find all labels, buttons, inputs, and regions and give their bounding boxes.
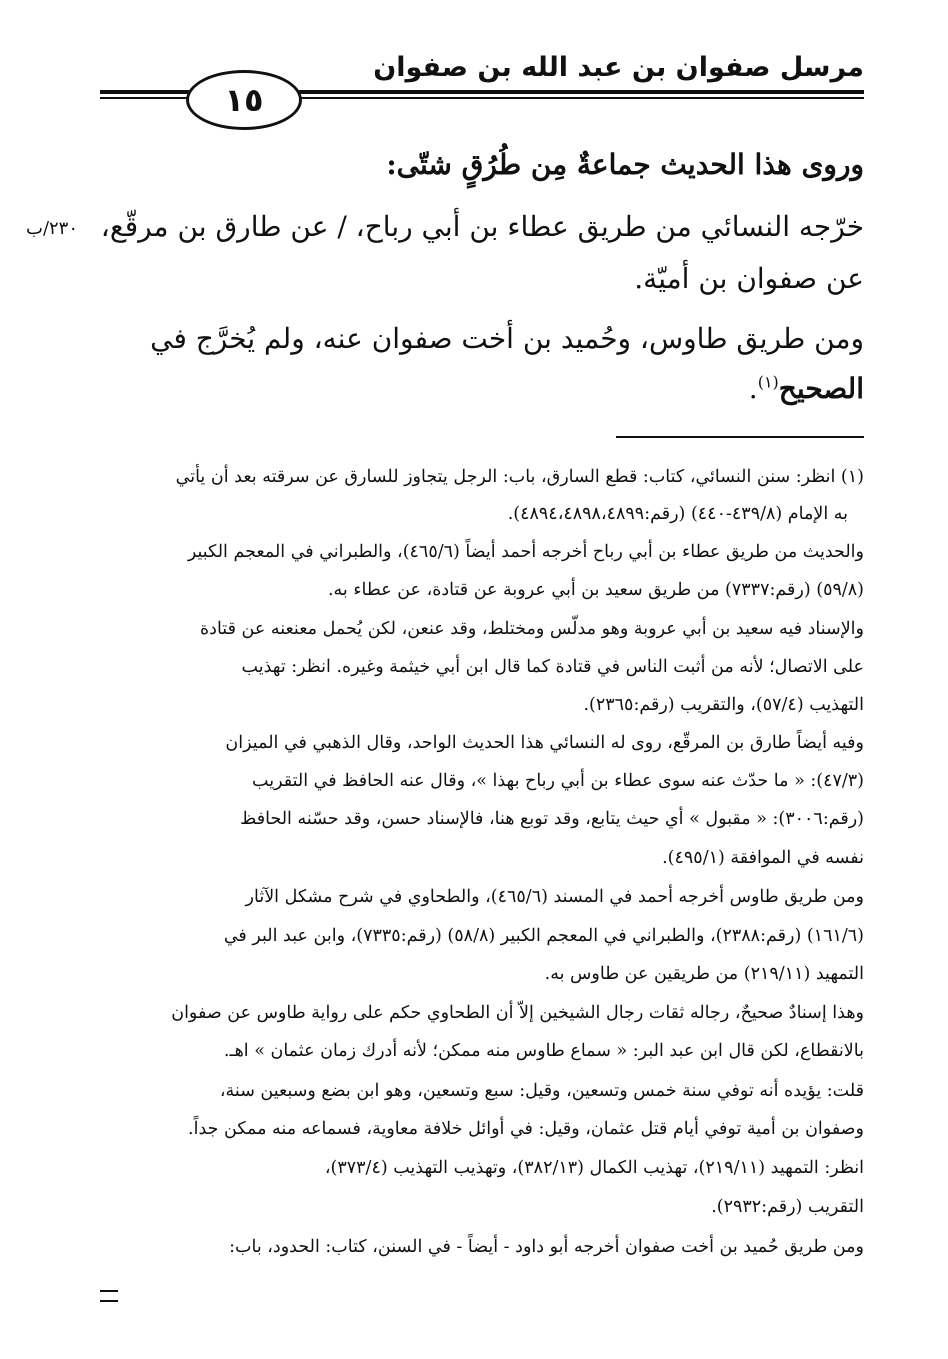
footnote-line: (٤٧/٣): « ما حدّث عنه سوى عطاء بن أبي رباح بهذا »، وقال عنه الحافظ في التقريب	[252, 771, 864, 791]
footnote-line: وفيه أيضاً طارق بن المرقّع، روى له النسائي هذا الحديث الواحد، وقال الذهبي في الميزان	[225, 733, 864, 753]
footnote-line: وهذا إسنادٌ صحيحٌ، رجاله ثقات رجال الشيخين إلاّ أن الطحاوي حكم على رواية طاوس عن صفوان	[171, 1003, 864, 1023]
footnote-line: بالانقطاع، لكن قال ابن عبد البر: « سماع طاوس منه ممكن؛ لأنه أدرك زمان عثمان » اهـ.	[223, 1041, 864, 1061]
footnote-line: (٥٩/٨) (رقم:٧٣٣٧) من طريق سعيد بن أبي عروبة عن قتادة، عن عطاء به.	[327, 580, 864, 600]
continuation-mark	[100, 1290, 118, 1302]
footnote-line: التمهيد (٢١٩/١١) من طريقين عن طاوس به.	[544, 964, 864, 984]
main-text-line-1: وروى هذا الحديث جماعةٌ مِن طُرُقٍ شتّى:	[386, 148, 864, 181]
footnote-line: التهذيب (٥٧/٤)، والتقريب (رقم:٢٣٦٥).	[583, 695, 864, 715]
footnote-separator	[616, 436, 864, 438]
main-text-line-5	[749, 372, 864, 405]
main-text-line-2: خرّجه النسائي من طريق عطاء بن أبي رباح، / عن طارق بن مرقّع،	[100, 210, 864, 243]
main-text-line-4: ومن طريق طاوس، وحُميد بن أخت صفوان عنه، ولم يُخرَّج في	[150, 322, 864, 355]
footnote-line: على الاتصال؛ لأنه من أثبت الناس في قتادة كما قال ابن أبي خيثمة وغيره. انظر: تهذيب	[241, 657, 864, 677]
footnote-line: والإسناد فيه سعيد بن أبي عروبة وهو مدلّس ومختلط، وقد عنعن، لكن يُحمل معنعنه عن قتادة	[200, 619, 864, 639]
manuscript-folio-note: ٢٣٠/ب	[26, 218, 79, 239]
footnote-ref-1: (١)	[757, 372, 779, 392]
page-number: ١٥	[186, 70, 302, 130]
footnote-line: انظر: التمهيد (٢١٩/١١)، تهذيب الكمال (٣٨٢/١٣)، وتهذيب التهذيب (٣٧٣/٤)،	[324, 1158, 864, 1178]
line-end-period: .	[748, 372, 758, 405]
footnote-line: ومن طريق طاوس أخرجه أحمد في المسند (٤٦٥/٦)، والطحاوي في شرح مشكل الآثار	[245, 887, 864, 907]
footnote-line: (رقم:٣٠٠٦): « مقبول » أي حيث يتابع، وقد توبع هنا، فالإسناد حسن، وقد حسّنه الحافظ	[240, 809, 864, 829]
footnote-line: به الإمام (٤٣٩/٨-٤٤٠) (رقم:٤٨٩٤،٤٨٩٨،٤٨٩٩).	[507, 504, 848, 524]
main-text-line-3: عن صفوان بن أميّة.	[634, 262, 864, 295]
footnote-line: قلت: يؤيده أنه توفي سنة خمس وتسعين، وقيل: سبع وتسعين، وهو ابن بضع وسبعين سنة،	[219, 1081, 864, 1101]
running-header-title: مرسل صفوان بن عبد الله بن صفوان	[373, 52, 864, 83]
footnote-line: نفسه في الموافقة (٤٩٥/١).	[662, 848, 864, 868]
sahih-word: الصحيح	[778, 372, 864, 405]
footnote-line: ومن طريق حُميد بن أخت صفوان أخرجه أبو داود - أيضاً - في السنن، كتاب: الحدود، باب:	[229, 1237, 864, 1257]
footnote-line: وصفوان بن أمية توفي أيام قتل عثمان، وقيل: في أوائل خلافة معاوية، فسماعه منه ممكن جداً.	[188, 1119, 864, 1139]
footnote-line: (١٦١/٦) (رقم:٢٣٨٨)، والطبراني في المعجم الكبير (٥٨/٨) (رقم:٧٣٣٥)، وابن عبد البر في	[223, 926, 864, 946]
footnote-line: التقريب (رقم:٢٩٣٢).	[711, 1197, 864, 1217]
footnote-line: (١) انظر: سنن النسائي، كتاب: قطع السارق، باب: الرجل يتجاوز للسارق عن سرقته بعد أن يأتي	[175, 467, 864, 487]
footnote-line: والحديث من طريق عطاء بن أبي رباح أخرجه أحمد أيضاً (٤٦٥/٦)، والطبراني في المعجم الكبير	[187, 542, 864, 562]
